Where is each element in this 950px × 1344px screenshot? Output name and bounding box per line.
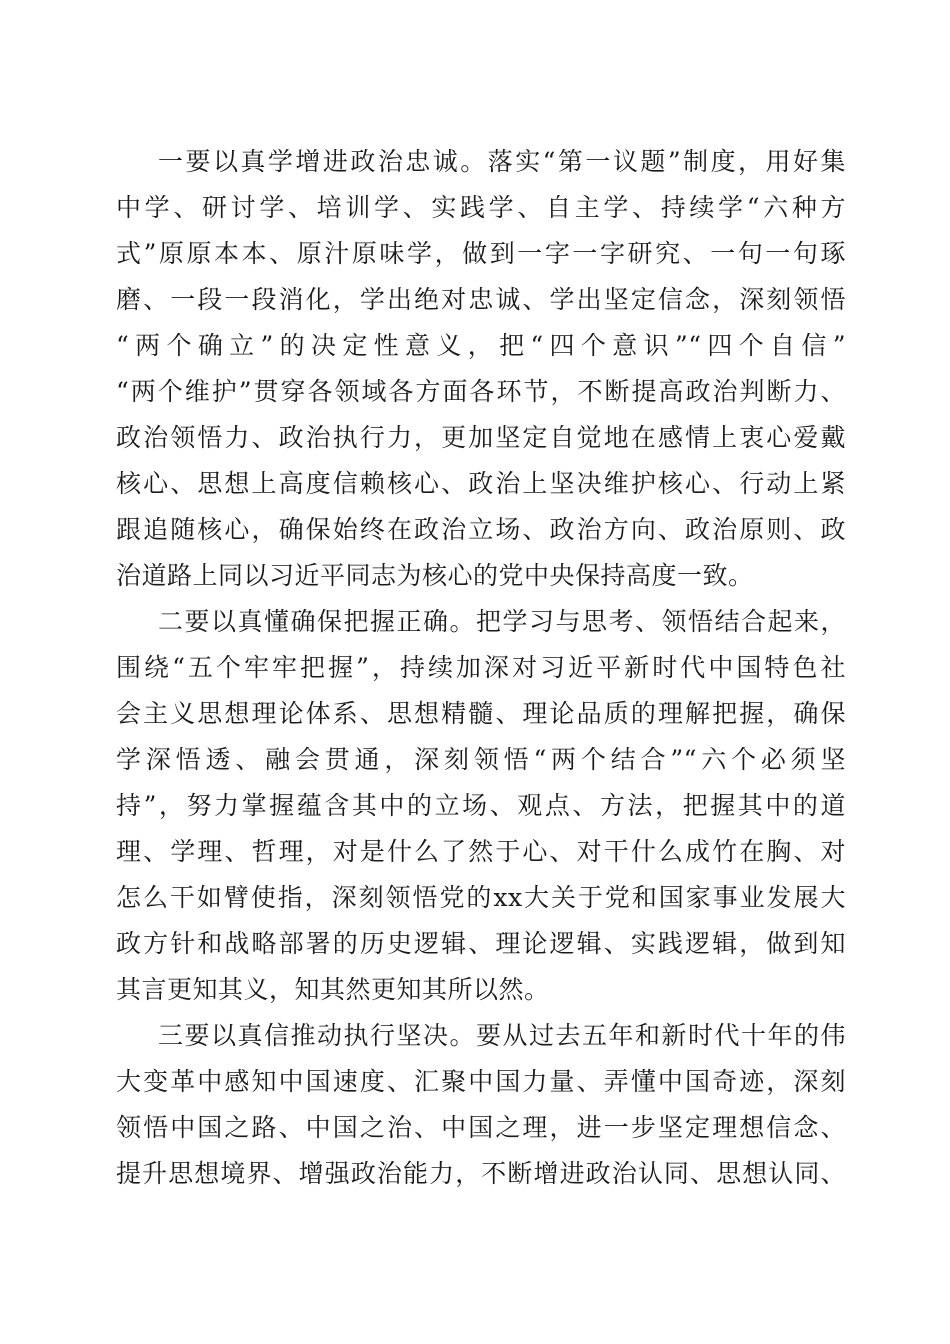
text-line: 领悟中国之路、中国之治、中国之理，进一步坚定理想信念、 xyxy=(116,1113,846,1142)
document-body xyxy=(116,139,846,1197)
text-line: 二要以真懂确保把握正确。把学习与思考、领悟结合起来， xyxy=(158,607,846,636)
text-line: 政治领悟力、政治执行力，更加坚定自觉地在感情上衷心爱戴 xyxy=(116,423,846,452)
text-line: 磨、一段一段消化，学出绝对忠诚、学出坚定信念，深刻领悟 xyxy=(116,285,846,314)
text-line: 会主义思想理论体系、思想精髓、理论品质的理解把握，确保 xyxy=(116,699,846,728)
paragraph-3 xyxy=(116,1013,846,1197)
text-line: 理、学理、哲理，对是什么了然于心、对干什么成竹在胸、对 xyxy=(116,837,846,866)
text-line: 怎么干如臂使指，深刻领悟党的xx大关于党和国家事业发展大 xyxy=(116,883,846,912)
paragraph-1 xyxy=(116,139,846,599)
text-line: “两个确立”的决定性意义，把“四个意识”“四个自信” xyxy=(116,331,846,360)
text-line: 跟追随核心，确保始终在政治立场、政治方向、政治原则、政 xyxy=(116,515,846,544)
text-line: 政方针和战略部署的历史逻辑、理论逻辑、实践逻辑，做到知 xyxy=(116,929,846,958)
text-line: 学深悟透、融会贯通，深刻领悟“两个结合”“六个必须坚 xyxy=(116,745,846,774)
text-line: 一要以真学增进政治忠诚。落实“第一议题”制度，用好集 xyxy=(158,147,846,176)
paragraph-2 xyxy=(116,599,846,1013)
text-line: 其言更知其义，知其然更知其所以然。 xyxy=(116,975,550,1004)
text-line: 大变革中感知中国速度、汇聚中国力量、弄懂中国奇迹，深刻 xyxy=(116,1067,846,1096)
text-line: 持”，努力掌握蕴含其中的立场、观点、方法，把握其中的道 xyxy=(116,791,846,820)
text-line: 三要以真信推动执行坚决。要从过去五年和新时代十年的伟 xyxy=(158,1021,846,1050)
text-line: 治道路上同以习近平同志为核心的党中央保持高度一致。 xyxy=(116,561,754,590)
text-line: 中学、研讨学、培训学、实践学、自主学、持续学“六种方 xyxy=(116,193,846,222)
text-line: 核心、思想上高度信赖核心、政治上坚决维护核心、行动上紧 xyxy=(116,469,846,498)
text-line: 提升思想境界、增强政治能力，不断增进政治认同、思想认同、 xyxy=(116,1159,846,1188)
text-line: 围绕“五个牢牢把握”，持续加深对习近平新时代中国特色社 xyxy=(116,653,846,682)
text-line: “两个维护”贯穿各领域各方面各环节，不断提高政治判断力、 xyxy=(116,377,846,406)
text-line: 式”原原本本、原汁原味学，做到一字一字研究、一句一句琢 xyxy=(116,239,846,268)
